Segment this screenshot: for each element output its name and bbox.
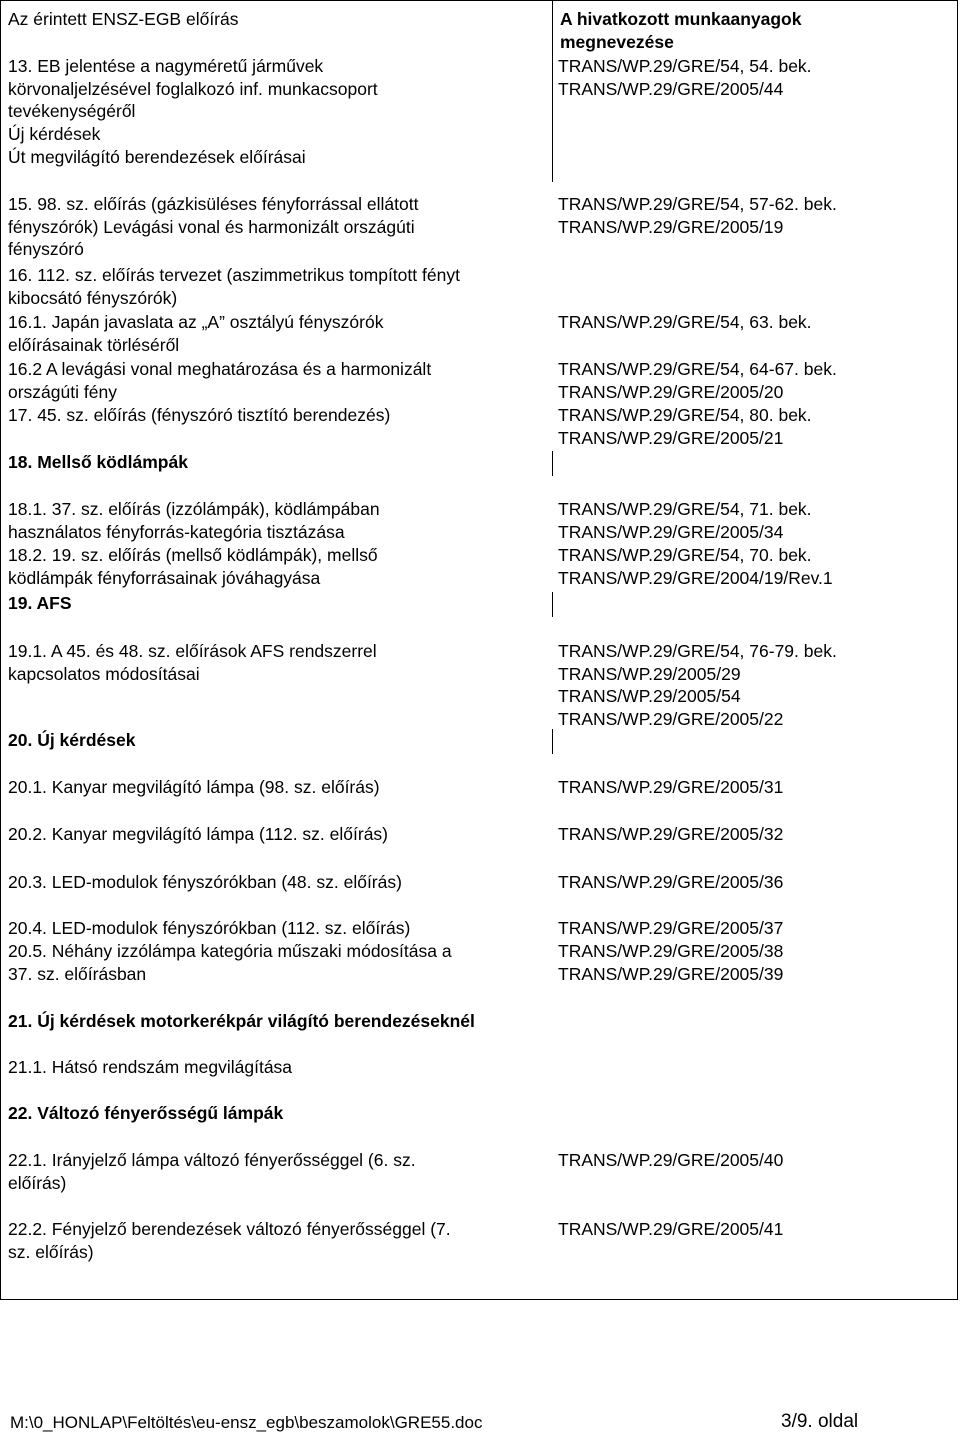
row-16-regulation-text: 20.2. Kanyar megvilágító lámpa (112. sz. előírás) [8,824,389,844]
row-23-document-ref: TRANS/WP.29/GRE/2005/40 [558,1150,784,1170]
row-15-document-ref: TRANS/WP.29/GRE/2005/31 [558,777,784,797]
row-5-regulation-text: 16. 112. sz. előírás tervezet (aszimmetrikus tompított fényt [8,265,460,285]
row-24-regulation-text: 22.2. Fényjelző berendezések változó fényerősséggel (7. [8,1219,451,1239]
row-23-regulation-text: előírás) [8,1172,67,1193]
row-7-regulation-text: 16.2 A levágási vonal meghatározása és a harmonizált [8,359,432,379]
row-7-document-ref: TRANS/WP.29/GRE/2005/20 [558,381,784,402]
row-22-regulation-text: 22. Változó fényerősségű lámpák [8,1103,284,1123]
row-13-document-ref: TRANS/WP.29/GRE/54, 76-79. bek. [558,641,837,661]
footer-page-number: 3/9. oldal [781,1411,859,1432]
row-21-regulation-text: 21.1. Hátsó rendszám megvilágítása [8,1057,293,1077]
row-11-regulation-text: ködlámpák fényforrásainak jóváhagyása [8,567,321,588]
table-border-top [0,0,958,1]
row-1-document-ref: TRANS/WP.29/GRE/2005/44 [558,78,784,99]
row-14-regulation-text: 20. Új kérdések [8,730,136,750]
table-border-left [0,0,1,1300]
row-11-regulation-text: 18.2. 19. sz. előírás (mellső ködlámpák), mellső [8,545,378,565]
table-border-bottom [0,1299,958,1300]
row-19-document-ref: TRANS/WP.29/GRE/2005/39 [558,963,784,984]
row-6-document-ref: TRANS/WP.29/GRE/54, 63. bek. [558,312,812,332]
row-17-regulation-text: 20.3. LED-modulok fényszórókban (48. sz. előírás) [8,872,402,892]
row-4-document-ref: TRANS/WP.29/GRE/54, 57-62. bek. [558,194,837,214]
row-4-document-ref: TRANS/WP.29/GRE/2005/19 [558,216,784,237]
row-10-regulation-text: használatos fényforrás-kategória tisztázása [8,521,345,542]
row-6-regulation-text: 16.1. Japán javaslata az „A” osztályú fényszórók [8,312,384,332]
table-border-right [957,0,958,1300]
row-4-regulation-text: 15. 98. sz. előírás (gázkisüléses fényforrással ellátott [8,194,419,214]
row-15-regulation-text: 20.1. Kanyar megvilágító lámpa (98. sz. előírás) [8,777,380,797]
row-18-regulation-text: 20.4. LED-modulok fényszórókban (112. sz. előírás) [8,918,411,938]
row-7-document-ref: TRANS/WP.29/GRE/54, 64-67. bek. [558,359,837,379]
row-17-document-ref: TRANS/WP.29/GRE/2005/36 [558,872,784,892]
header-documents-line2: megnevezése [560,32,674,52]
row-1-regulation-text: tevékenységéről [8,101,136,121]
row-23-regulation-text: 22.1. Irányjelző lámpa változó fényerősséggel (6. sz. [8,1150,416,1170]
row-4-regulation-text: fényszórók) Levágási vonal és harmonizált országúti [8,216,415,237]
row-13-regulation-text: kapcsolatos módosításai [8,663,200,684]
row-19-regulation-text: 37. sz. előírásban [8,963,147,984]
column-divider [552,592,553,617]
row-5-regulation-text: kibocsátó fényszórók) [8,287,178,308]
column-divider [552,451,553,476]
row-12-regulation-text: 19. AFS [8,593,72,613]
row-10-document-ref: TRANS/WP.29/GRE/54, 71. bek. [558,499,812,519]
row-2-regulation-text: Új kérdések [8,124,101,144]
row-6-regulation-text: előírásainak törléséről [8,334,180,355]
row-1-regulation-text: 13. EB jelentése a nagyméretű járművek [8,56,324,76]
column-divider [552,0,553,182]
row-1-regulation-text: körvonaljelzésével foglalkozó inf. munkacsoport [8,78,378,99]
row-13-document-ref: TRANS/WP.29/GRE/2005/22 [558,708,784,729]
header-regulation: Az érintett ENSZ-EGB előírás [8,9,239,29]
row-8-document-ref: TRANS/WP.29/GRE/54, 80. bek. [558,405,812,425]
row-7-regulation-text: országúti fény [8,381,117,402]
row-19-document-ref: TRANS/WP.29/GRE/2005/38 [558,941,784,961]
row-4-regulation-text: fényszóró [8,239,84,259]
row-20-regulation-text: 21. Új kérdések motorkerékpár világító berendezéseknél [8,1011,475,1031]
row-9-regulation-text: 18. Mellső ködlámpák [8,452,188,472]
row-13-regulation-text: 19.1. A 45. és 48. sz. előírások AFS rendszerrel [8,641,377,661]
row-19-regulation-text: 20.5. Néhány izzólámpa kategória műszaki módosítása a [8,941,452,961]
row-11-document-ref: TRANS/WP.29/GRE/2004/19/Rev.1 [558,567,833,588]
row-8-regulation-text: 17. 45. sz. előírás (fényszóró tisztító berendezés) [8,405,391,425]
row-13-document-ref: TRANS/WP.29/2005/54 [558,686,741,706]
row-10-regulation-text: 18.1. 37. sz. előírás (izzólámpák), ködlámpában [8,499,380,519]
footer-file-path: M:\0_HONLAP\Feltöltés\eu-ensz_egb\beszamolok\GRE55.doc [10,1413,483,1432]
row-10-document-ref: TRANS/WP.29/GRE/2005/34 [558,521,784,542]
header-documents-line1: A hivatkozott munkaanyagok [560,9,802,29]
row-18-document-ref: TRANS/WP.29/GRE/2005/37 [558,918,784,938]
row-24-document-ref: TRANS/WP.29/GRE/2005/41 [558,1219,784,1239]
row-1-document-ref: TRANS/WP.29/GRE/54, 54. bek. [558,56,812,76]
row-11-document-ref: TRANS/WP.29/GRE/54, 70. bek. [558,545,812,565]
row-13-document-ref: TRANS/WP.29/2005/29 [558,663,741,684]
row-3-regulation-text: Út megvilágító berendezések előírásai [8,147,306,167]
row-8-document-ref: TRANS/WP.29/GRE/2005/21 [558,427,784,448]
row-24-regulation-text: sz. előírás) [8,1241,94,1262]
row-16-document-ref: TRANS/WP.29/GRE/2005/32 [558,824,784,844]
column-divider [552,729,553,754]
